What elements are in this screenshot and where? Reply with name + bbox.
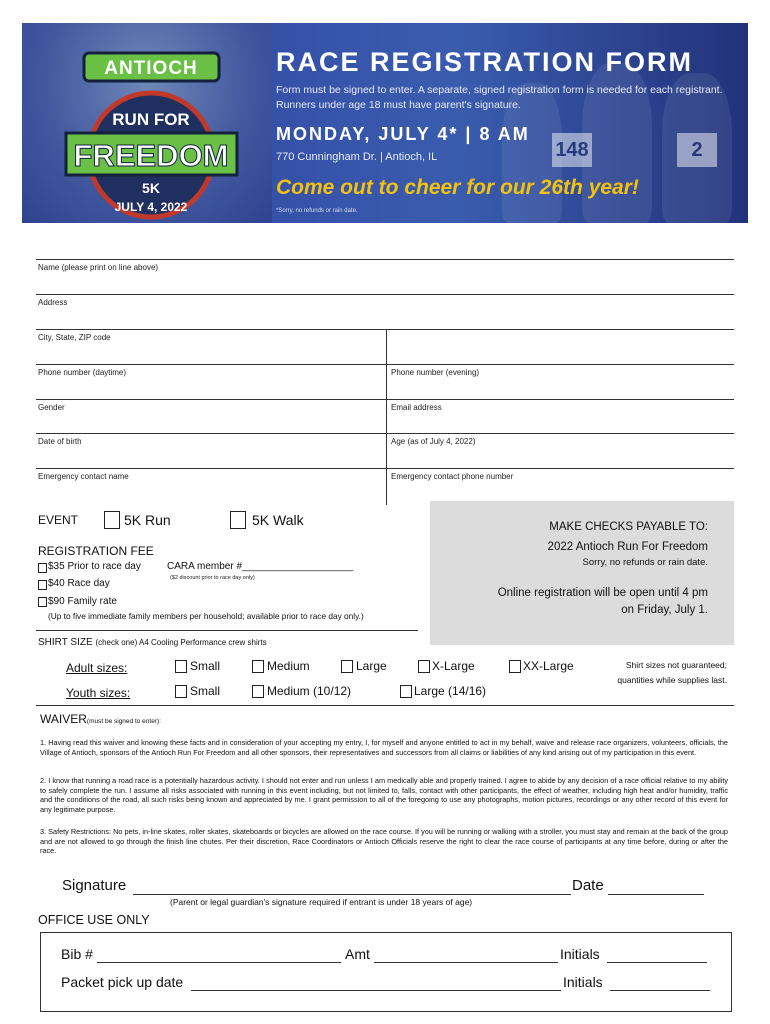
cheer-tagline: Come out to cheer for our 26th year! [276,176,639,199]
shirt-size-note: (check one) A4 Cooling Performance crew shirts [95,638,267,647]
race-address: 770 Cunningham Dr. | Antioch, IL [276,151,438,163]
bib-line[interactable] [97,962,341,963]
date-label: Date [572,877,604,894]
shirt-size-label [38,637,267,648]
payee-name: 2022 Antioch Run For Freedom [547,541,708,553]
waiver-label: WAIVER [40,712,87,726]
5k-walk-checkbox[interactable] [230,511,246,529]
fee-40-checkbox[interactable] [38,580,47,590]
column-divider [386,329,387,505]
logo-run-for: RUN FOR [112,110,190,129]
phone-line[interactable] [36,364,734,365]
gender-line[interactable] [36,399,734,400]
age-label: Age (as of July 4, 2022) [391,437,476,446]
office-use-box [40,932,732,1012]
payable-heading: MAKE CHECKS PAYABLE TO: [549,521,708,533]
fee-90-checkbox[interactable] [38,597,47,607]
waiver-paragraph-2: 2. I know that running a road race is a potentially hazardous activity. I should not enter and run unless I am medically able and properly trained. I agree to abide by any decision of a race official relative to my ability to safely complete the run. I assume all risks associated with running in this event including, but not limited to, falls, contact with other participants, the effect of weather, including high heat and/or humidity, traffic and the conditions of the road, all such risks being known and appreciated by me. I grant permission to all of the foregoing to use any photographs, motion pictures, recordings or any other record of this event for any legitimate purpose. [40,776,728,814]
online-registration-line1: Online registration will be open until 4 pm [497,587,708,599]
phone-day-label: Phone number (daytime) [38,368,127,377]
logo-date: JULY 4, 2022 [114,200,188,214]
signature-label: Signature [62,877,127,894]
city-label: City, State, ZIP code [38,333,111,342]
initials-line-2[interactable] [610,990,710,991]
adult-xlarge-checkbox[interactable] [418,660,430,673]
logo-freedom: FREEDOM [73,138,229,173]
gender-label: Gender [38,403,65,412]
youth-sizes-label: Youth sizes: [66,686,131,700]
address-label: Address [38,298,68,307]
amount-label: Amt [345,946,370,962]
phone-evening-label: Phone number (evening) [391,368,480,377]
initials-label-2: Initials [563,974,603,990]
adult-xxlarge-checkbox[interactable] [509,660,521,673]
youth-medium-label: Medium (10/12) [267,684,352,698]
adult-large-label: Large [356,659,387,673]
youth-small-label: Small [190,684,221,698]
fee-35-checkbox[interactable] [38,563,47,573]
dob-label: Date of birth [38,437,82,446]
race-bib: 148 [552,133,592,167]
city-line[interactable] [36,329,734,330]
youth-large-checkbox[interactable] [400,685,412,698]
office-use-label: OFFICE USE ONLY [38,913,150,927]
initials-line[interactable] [607,962,707,963]
shirt-guarantee-line2: quantities while supplies last. [617,675,727,685]
date-line[interactable] [608,894,704,895]
packet-pickup-line[interactable] [191,990,561,991]
no-refund-note: *Sorry, no refunds or rain date. [276,208,358,214]
no-refund-text: Sorry, no refunds or rain date. [582,557,708,568]
shirt-size-heading: SHIRT SIZE [38,637,93,648]
family-rate-note: (Up to five immediate family members per household; available prior to race day only.) [48,611,364,621]
registration-fee-label: REGISTRATION FEE [38,544,154,558]
online-registration-line2: on Friday, July 1. [621,604,708,616]
amount-line[interactable] [374,962,558,963]
youth-small-checkbox[interactable] [175,685,187,698]
email-label: Email address [391,403,442,412]
form-instructions: Form must be signed to enter. A separate, signed registration form is needed for each registrant. Runners under age 18 must have parent's signature. [276,84,723,111]
waiver-paragraph-1: 1. Having read this waiver and knowing these facts and in consideration of your accepting my entry, I, for myself and anyone entitled to act in my behalf, waive and release race organizers, volunteers, officials, the Village of Antioch, sponsors of the Antioch Run For Freedom and all other sponsors, their representatives and successors from all claims or liabilities of any kind arising out of my participation in this event. [40,738,728,757]
youth-medium-checkbox[interactable] [252,685,264,698]
adult-large-checkbox[interactable] [341,660,353,673]
shirt-guarantee-line1: Shirt sizes not guaranteed; [625,660,727,670]
emergency-label: Emergency contact name [38,472,129,481]
adult-sizes-label: Adult sizes: [66,661,128,675]
emergency-phone-label: Emergency contact phone number [391,472,514,481]
adult-small-label: Small [190,659,221,673]
emergency-line[interactable] [36,468,734,469]
bib-label: Bib # [61,946,93,962]
fee-40-label: $40 Race day [48,578,110,589]
5k-run-checkbox[interactable] [104,511,120,529]
5k-run-label: 5K Run [124,512,171,528]
5k-walk-label: 5K Walk [252,512,304,528]
adult-medium-checkbox[interactable] [252,660,264,673]
payable-panel [430,501,734,645]
fee-35-label: $35 Prior to race day [48,561,141,572]
page-title: RACE REGISTRATION FORM [276,47,693,77]
waiver-paragraph-3: 3. Safety Restrictions: No pets, in-line skates, roller skates, skateboards or bicycles are allowed on the race course. If you will be running or walking with a stroller, you must stay and remain at the back of the group and are not allowed to go through the finish line chutes. Per their discretion, Race Coordinators or Antioch Officials reserve the right to clear the race course of participants at any time before, during or after the race. [40,827,728,855]
race-bib: 2 [677,133,717,167]
waiver-note: (must be signed to enter): [86,718,161,725]
name-line[interactable] [36,259,734,260]
logo-5k: 5K [142,180,160,196]
signature-line[interactable] [133,894,571,895]
signature-note: (Parent or legal guardian's signature required if entrant is under 18 years of age) [170,897,473,907]
divider [36,705,734,706]
fee-90-label: $90 Family rate [48,596,117,607]
divider [36,630,418,631]
cara-discount-note: ($2 discount prior to race day only) [170,575,255,581]
address-line[interactable] [36,294,734,295]
run-for-freedom-logo [64,45,239,223]
name-label: Name (please print on line above) [38,263,159,272]
event-label: EVENT [38,513,79,527]
adult-xxlarge-label: XX-Large [523,659,574,673]
race-date: MONDAY, JULY 4* | 8 AM [276,124,530,144]
dob-line[interactable] [36,433,734,434]
initials-label: Initials [560,946,600,962]
cara-member-field[interactable]: CARA member #____________________ [167,561,354,572]
adult-small-checkbox[interactable] [175,660,187,673]
adult-medium-label: Medium [267,659,310,673]
logo-antioch: ANTIOCH [104,58,198,79]
waiver-heading [40,712,161,726]
packet-pickup-label: Packet pick up date [61,974,184,990]
youth-large-label: Large (14/16) [414,684,487,698]
adult-xlarge-label: X-Large [432,659,475,673]
